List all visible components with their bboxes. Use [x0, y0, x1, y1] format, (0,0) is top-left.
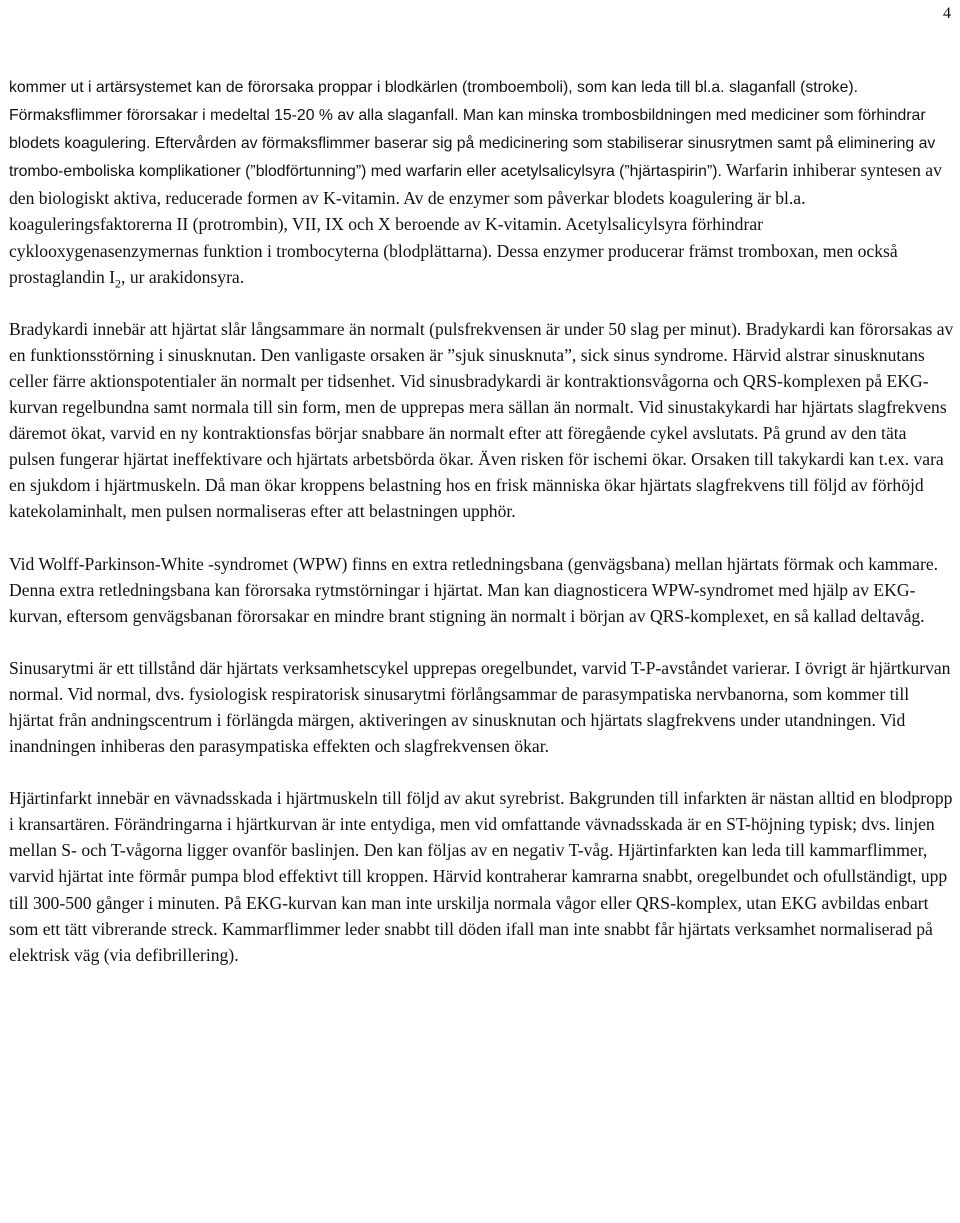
page-number: 4 — [943, 5, 951, 22]
paragraph-atrial-fibrillation-part-c: , ur arakidonsyra. — [121, 266, 245, 287]
subscript-2: 2 — [115, 276, 122, 291]
paragraph-sinus-arrhythmia: Sinusarytmi är ett tillstånd där hjärtats verksamhetscykel upprepas oregelbundet, varvid T-P-avståndet varierar. I övrigt är hjärtkurvan normal. Vid normal, dvs. fysiologisk respiratorisk sinusarytmi förlångsammar de parasympatiska nervbanorna, som kommer till hjärtat från andningscentrum i förlängda märgen, aktiveringen av sinusknutan och hjärtats slagfrekvens under utandningen. Vid inandningen inhiberas den parasympatiska effekten och slagfrekvensen ökar. — [9, 657, 951, 757]
paragraph-atrial-fibrillation-part-b: Warfarin inhiberar syntesen av den biologiskt aktiva, reducerade formen av K-vitamin. Av de enzymer som påverkar blodets koagulering är bl.a. koaguleringsfaktorerna II (protrombin), VII, IX och X beroende av K-vitamin. Acetylsalicylsyra förhindrar cyklooxygenasenzymernas funktion i trombocyterna (blodplättarna). Dessa enzymer producerar främst tromboxan, men också prostaglandin I — [9, 160, 942, 287]
paragraph-atrial-fibrillation-part-a: kommer ut i artärsystemet kan de förorsaka proppar i blodkärlen (tromboemboli), som kan leda till bl.a. slaganfall (stroke). Förmaksflimmer förorsakar i medeltal 15-20 % av alla slaganfall. Man kan minska trombosbildningen med mediciner som förhindrar blodets koagulering. Eftervården av förmaksflimmer baserar sig på medicinering som stabiliserar sinusrytmen samt på eliminering av trombo-emboliska komplikationer (”blodförtunning”) med warfarin eller acetylsalicylsyra (”hjärtaspirin”). — [9, 79, 936, 181]
paragraph-wpw-syndrome: Vid Wolff-Parkinson-White -syndromet (WPW) finns en extra retledningsbana (genvägsbana) mellan hjärtats förmak och kammare. Denna extra retledningsbana kan förorsaka rytmstörningar i hjärtat. Man kan diagnosticera WPW-syndromet med hjälp av EKG-kurvan, eftersom genvägsbanan förorsakar en mindre brant stigning än normalt i början av QRS-komplexet, en så kallad deltavåg. — [9, 553, 939, 626]
paragraph-bradycardia: Bradykardi innebär att hjärtat slår långsammare än normalt (pulsfrekvensen är under 50 slag per minut). Bradykardi kan förorsakas av en funktionsstörning i sinusknutan. Den vanligaste orsaken är ”sjuk sinusknuta”, sick sinus syndrome. Härvid alstrar sinusknutans celler färre aktionspotentialer än normalt per tidsenhet. Vid sinusbradykardi är kontraktionsvågorna och QRS-komplexen på EKG-kurvan regelbundna samt normala till sin form, men de upprepas mera sällan än normalt. Vid sinustakykardi har hjärtats slagfrekvens däremot ökat, varvid en ny kontraktionsfas börjar snabbare än normalt efter att föregående cykel avslutats. På grund av den täta pulsen fungerar hjärtat ineffektivare och hjärtats arbetsbörda ökar. Även risken för ischemi ökar. Orsaken till takykardi kan t.ex. vara en sjukdom i hjärtmuskeln. Då man ökar kroppens belastning hos en frisk människa ökar hjärtats slagfrekvens till följd av förhöjd katekolaminhalt, men pulsen normaliseras efter att belastningen upphör. — [9, 318, 954, 522]
paragraph-atrial-fibrillation — [9, 73, 955, 290]
paragraph-myocardial-infarction: Hjärtinfarkt innebär en vävnadsskada i hjärtmuskeln till följd av akut syrebrist. Bakgrunden till infarkten är nästan alltid en blodpropp i kransartären. Förändringarna i hjärtkurvan är inte entydiga, men vid omfattande vävnadsskada är en ST-höjning typisk; dvs. linjen mellan S- och T-vågorna ligger ovanför baslinjen. Den kan följas av en negativ T-våg. Hjärtinfarkten kan leda till kammarflimmer, varvid hjärtat inte förmår pumpa blod effektivt till kroppen. Härvid kontraherar kamrarna snabbt, oregelbundet och ofullständigt, upp till 300-500 gånger i minuten. På EKG-kurvan kan man inte urskilja normala vågor eller QRS-komplex, utan EKG avbildas enbart som ett tätt vibrerande streck. Kammarflimmer leder snabbt till döden ifall man inte snabbt får hjärtats verksamhet normaliserad på elektrisk väg (via defibrillering). — [9, 788, 953, 965]
document-body — [9, 73, 955, 968]
